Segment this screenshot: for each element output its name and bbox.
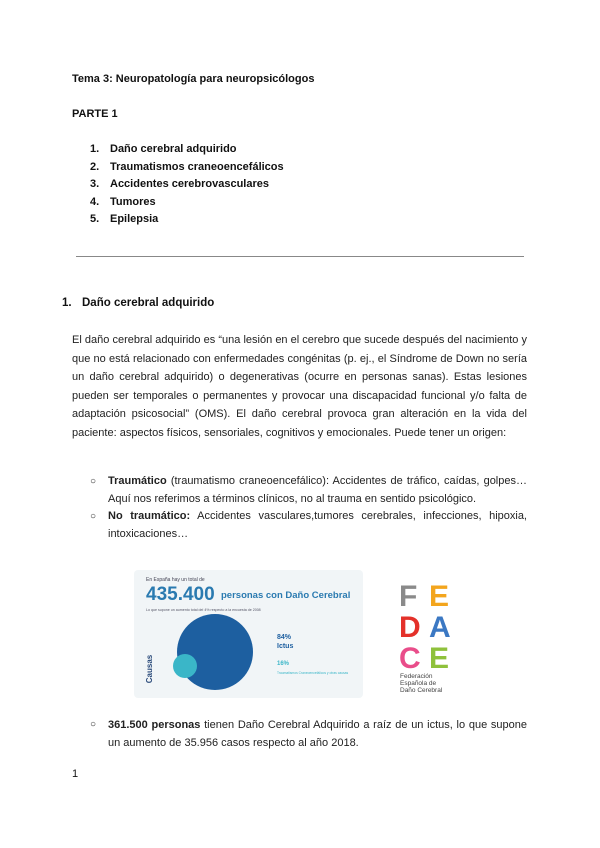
fedace-letter-d: D: [399, 611, 421, 644]
fedace-caption-1: Federación: [400, 673, 433, 680]
horizontal-divider: [76, 256, 524, 257]
infographic-big-label: personas con Daño Cerebral: [221, 590, 351, 601]
page-title: Tema 3: Neuropatología para neuropsicólogos: [72, 73, 315, 85]
toc-item: 5. Epilepsia: [90, 213, 159, 225]
page-number: 1: [72, 768, 79, 780]
bullet-circle-icon: ○: [90, 719, 97, 730]
fedace-logo: [398, 578, 464, 696]
ictus-pct: 84%: [277, 634, 292, 641]
toc-item: 4. Tumores: [90, 195, 156, 208]
infographic-image: [134, 570, 363, 698]
ictus-label: Ictus: [277, 643, 294, 650]
toc-item: 2. Traumatismos craneoencefálicos: [90, 160, 284, 173]
tce-label: Traumatismos Craneoencefálicos y otras causas: [277, 671, 349, 675]
toc-item: 1. Daño cerebral adquirido: [90, 143, 237, 155]
toc-item: 3. Accidentes cerebrovasculares: [90, 178, 269, 190]
bullet-circle-icon: ○: [90, 511, 97, 522]
list-item: ○ 361.500 personas tienen Daño Cerebral Adquirido a raíz de un ictus, lo que supone un aumento de 35.956 casos respecto al año 2018.: [90, 716, 527, 752]
list-item: ○ Traumático (traumatismo craneoencefálico): Accidentes de tráfico, caídas, golpes… Aquí nos referimos a términos clínicos, no al trauma en sentido psicológico.: [90, 475, 527, 505]
list-item: ○ No traumático: Accidentes vasculares,tumores cerebrales, infecciones, hipoxia, intoxicaciones…: [90, 510, 527, 540]
fedace-letter-f: F: [399, 580, 418, 613]
infographic-kicker: En España hay un total de: [146, 577, 205, 583]
tce-circle: [173, 654, 197, 678]
body-paragraph: El daño cerebral adquirido es “una lesión en el cerebro que sucede después del nacimiento y que no está relacionado con enfermedades congénitas (p. ej., el Síndrome de Down no sería un daño cerebral adquirido) o degenerativas (ocurre en personas sanas). Estas lesiones pueden ser temporales o permanentes y provocar una discapacidad funcional y/o falta de adaptación psicosocial” (OMS). El daño cerebral provoca gran alteración en la vida del paciente: aspectos físicos, sensoriales, cognitivos y emocionales. Puede tener un origen:: [72, 334, 527, 439]
section-heading: 1. Daño cerebral adquirido: [62, 297, 215, 309]
fedace-letter-e2: E: [429, 642, 450, 675]
part-label: PARTE 1: [72, 108, 118, 120]
infographic-big-number: 435.400: [146, 584, 215, 605]
fedace-letter-a: A: [429, 611, 451, 644]
causes-label: Causas: [145, 654, 154, 684]
fedace-caption-3: Daño Cerebral: [400, 687, 443, 694]
table-of-contents: [90, 141, 284, 229]
bullet-circle-icon: ○: [90, 476, 97, 487]
fedace-caption-2: Española de: [400, 680, 437, 687]
fedace-letter-e: E: [429, 580, 450, 613]
tce-pct: 16%: [277, 661, 290, 667]
fedace-letter-c: C: [399, 642, 421, 675]
ictus-circle: [177, 614, 253, 690]
origin-list: [90, 473, 527, 543]
stat-list: [90, 716, 527, 752]
infographic-subline: Lo que supone un aumento total del 4% respecto a la encuesta de 2008: [146, 608, 261, 612]
